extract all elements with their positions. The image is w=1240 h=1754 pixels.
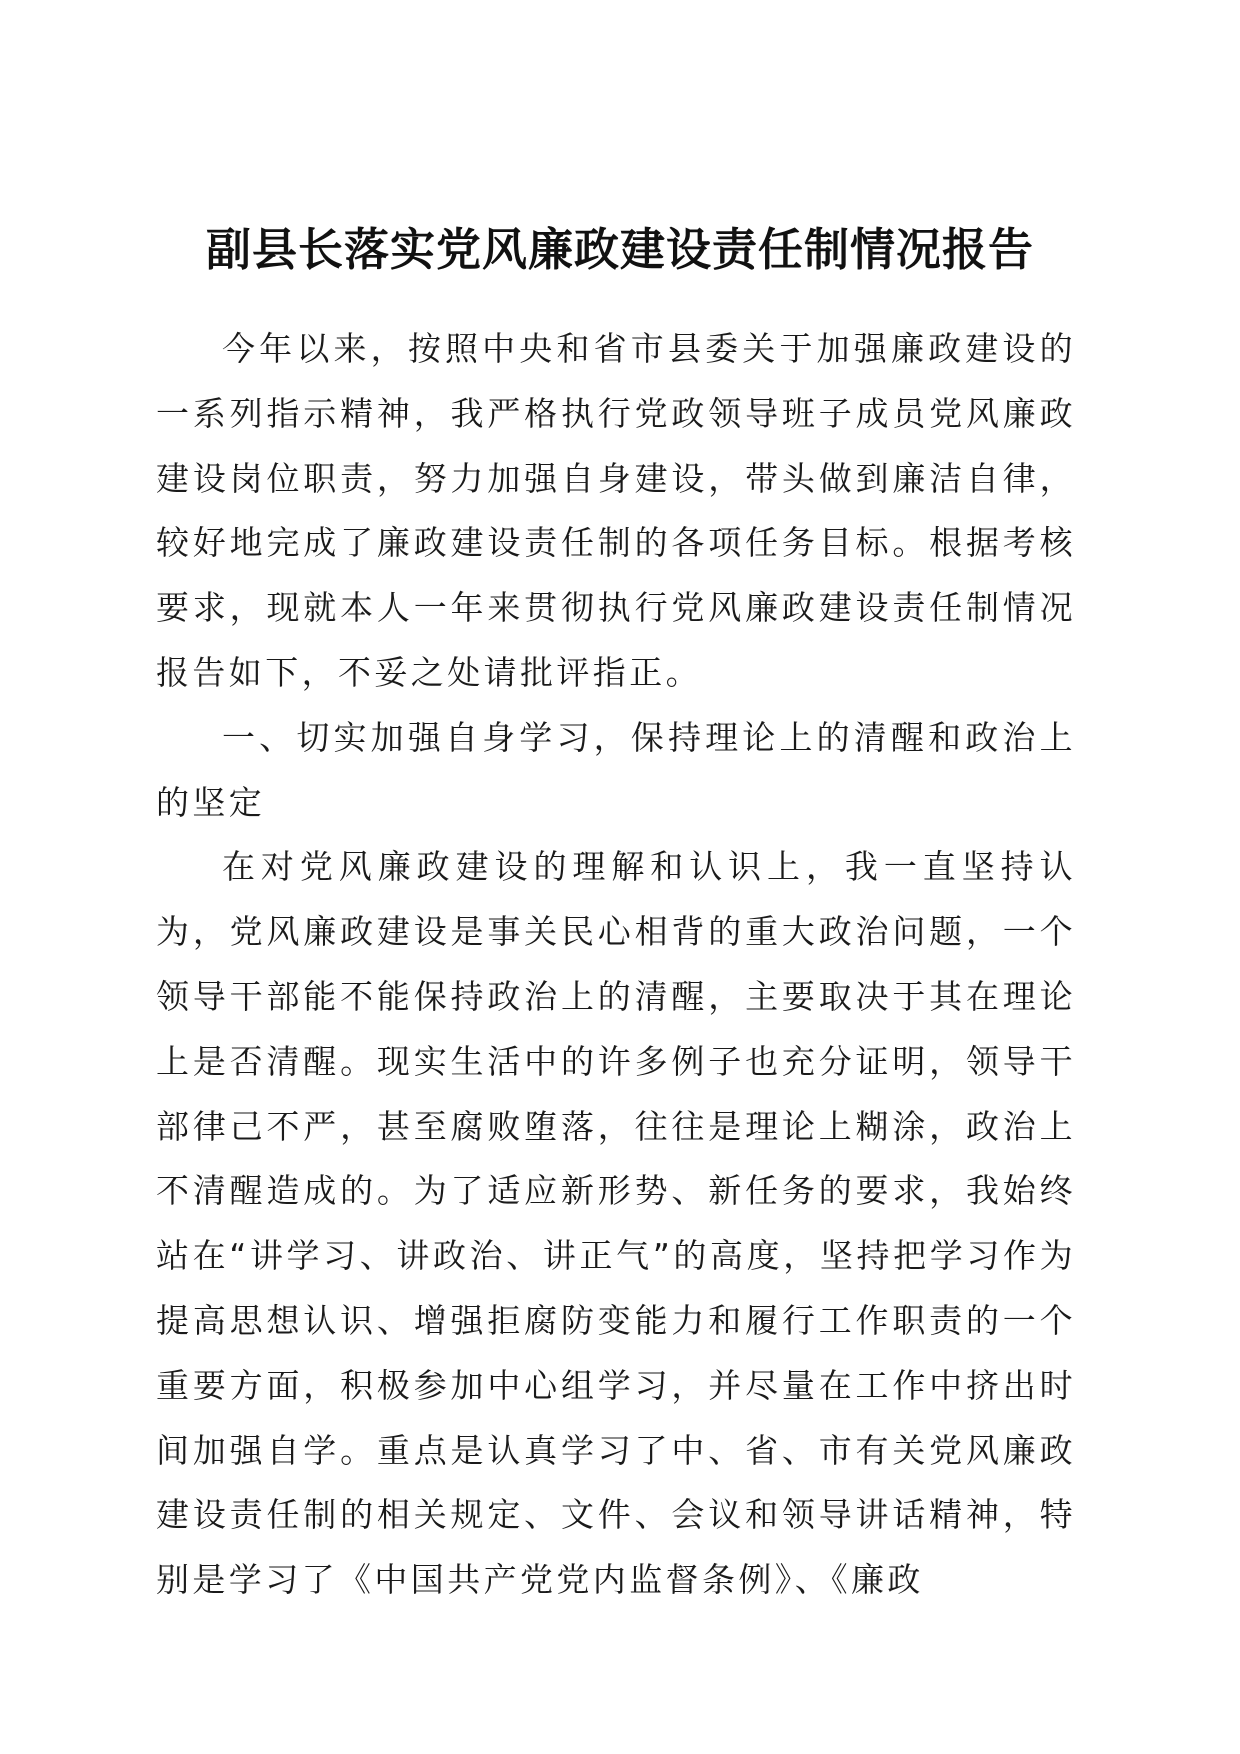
paragraph-intro: 今年以来，按照中央和省市县委关于加强廉政建设的一系列指示精神，我严格执行党政领导班子成员党风廉政建设岗位职责，努力加强自身建设，带头做到廉洁自律，较好地完成了廉政建设责任制的各项任务目标。根据考核要求，现就本人一年来贯彻执行党风廉政建设责任制情况报告如下，不妥之处请批评指正。 <box>156 329 1076 692</box>
paragraph-section-1: 在对党风廉政建设的理解和认识上，我一直坚持认为，党风廉政建设是事关民心相背的重大政治问题，一个领导干部能不能保持政治上的清醒，主要取决于其在理论上是否清醒。现实生活中的许多例子也充分证明，领导干部律己不严，甚至腐败堕落，往往是理论上糊涂，政治上不清醒造成的。为了适应新形势、新任务的要求，我始终站在“讲学习、讲政治、讲正气”的高度，坚持把学习作为提高思想认识、增强拒腐防变能力和履行工作职责的一个重要方面，积极参加中心组学习，并尽量在工作中挤出时间加强自学。重点是认真学习了中、省、市有关党风廉政建设责任制的相关规定、文件、会议和领导讲话精神，特别是学习了《中国共产党党内监督条例》、《廉政 <box>156 847 1076 1600</box>
document-body <box>156 317 1076 1613</box>
section-heading-1: 一、切实加强自身学习，保持理论上的清醒和政治上的坚定 <box>156 717 1076 822</box>
document-title: 副县长落实党风廉政建设责任制情况报告 <box>205 223 1034 277</box>
